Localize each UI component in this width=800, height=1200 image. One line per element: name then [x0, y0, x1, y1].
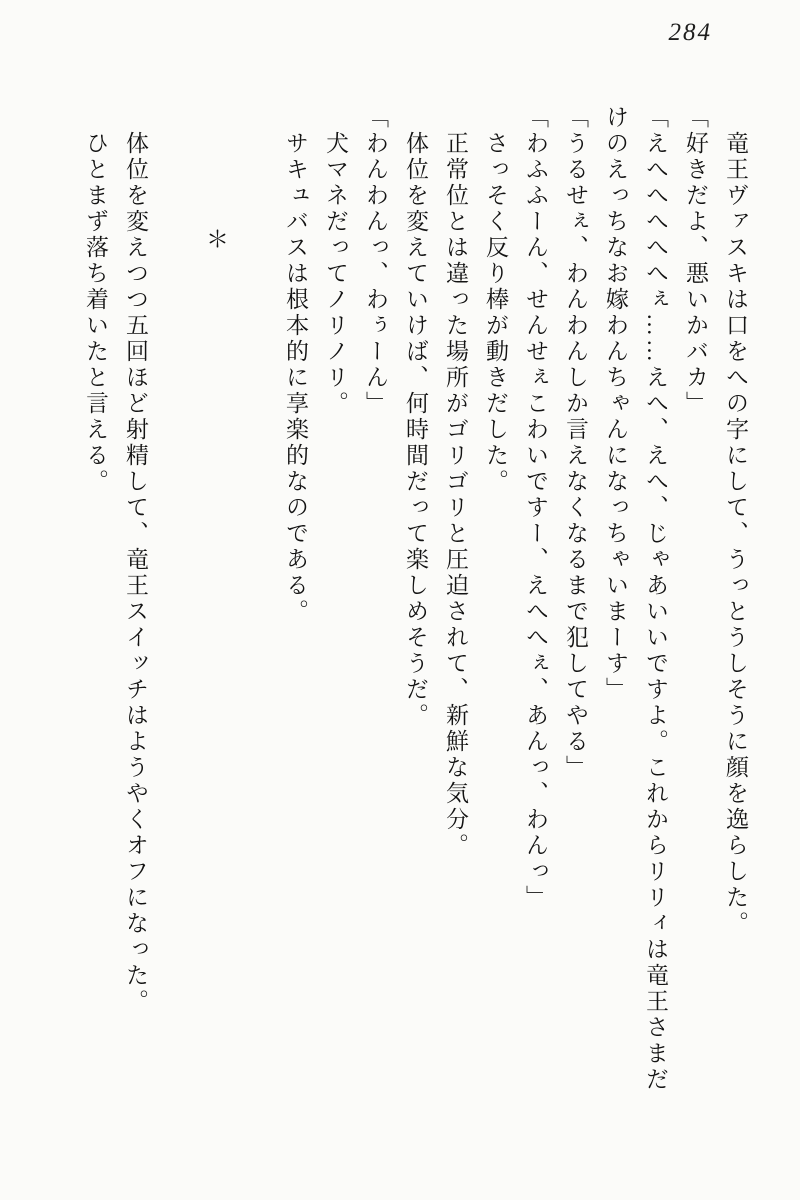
paragraph-dialogue: 「わふふーん、せんせぇこわいですー、えへへぇ、あんっ、わんっ」 — [523, 105, 548, 911]
scene-break-asterisk: ＊ — [203, 227, 228, 253]
page-number: 284 — [668, 19, 712, 46]
paragraph-dialogue: 「好きだよ、悪いかバカ」 — [683, 105, 708, 417]
paragraph-dialogue: 「えへへへへへぇ……えへ、えへ、じゃあいいですよ。これからリリィは竜王さまだけのえっちなお嫁わんちゃんになっちゃいまーす」 — [603, 105, 668, 1093]
paragraph-dialogue: 「わんわんっ、わぅーん」 — [363, 105, 388, 417]
paragraph-narrative: サキュバスは根本的に享楽的なのである。 — [283, 131, 308, 625]
paragraph-dialogue: 「うるせぇ、わんわんしか言えなくなるまで犯してやる」 — [563, 105, 588, 781]
paragraph-narrative: 犬マネだってノリノリ。 — [323, 131, 348, 417]
paragraph-narrative: さっそく反り棒が動きだした。 — [483, 131, 508, 495]
paragraph-narrative: 体位を変えていけば、何時間だって楽しめそうだ。 — [403, 131, 428, 729]
paragraph-narrative: 竜王ヴァスキは口をへの字にして、うっとうしそうに顔を逸らした。 — [723, 131, 748, 937]
paragraph-narrative: ひとまず落ち着いたと言える。 — [83, 131, 108, 495]
paragraph-narrative: 体位を変えつつ五回ほど射精して、竜王スイッチはようやくオフになった。 — [123, 131, 148, 1015]
paragraph-narrative: 正常位とは違った場所がゴリゴリと圧迫されて、新鮮な気分。 — [443, 131, 468, 859]
text-area — [75, 105, 755, 1097]
